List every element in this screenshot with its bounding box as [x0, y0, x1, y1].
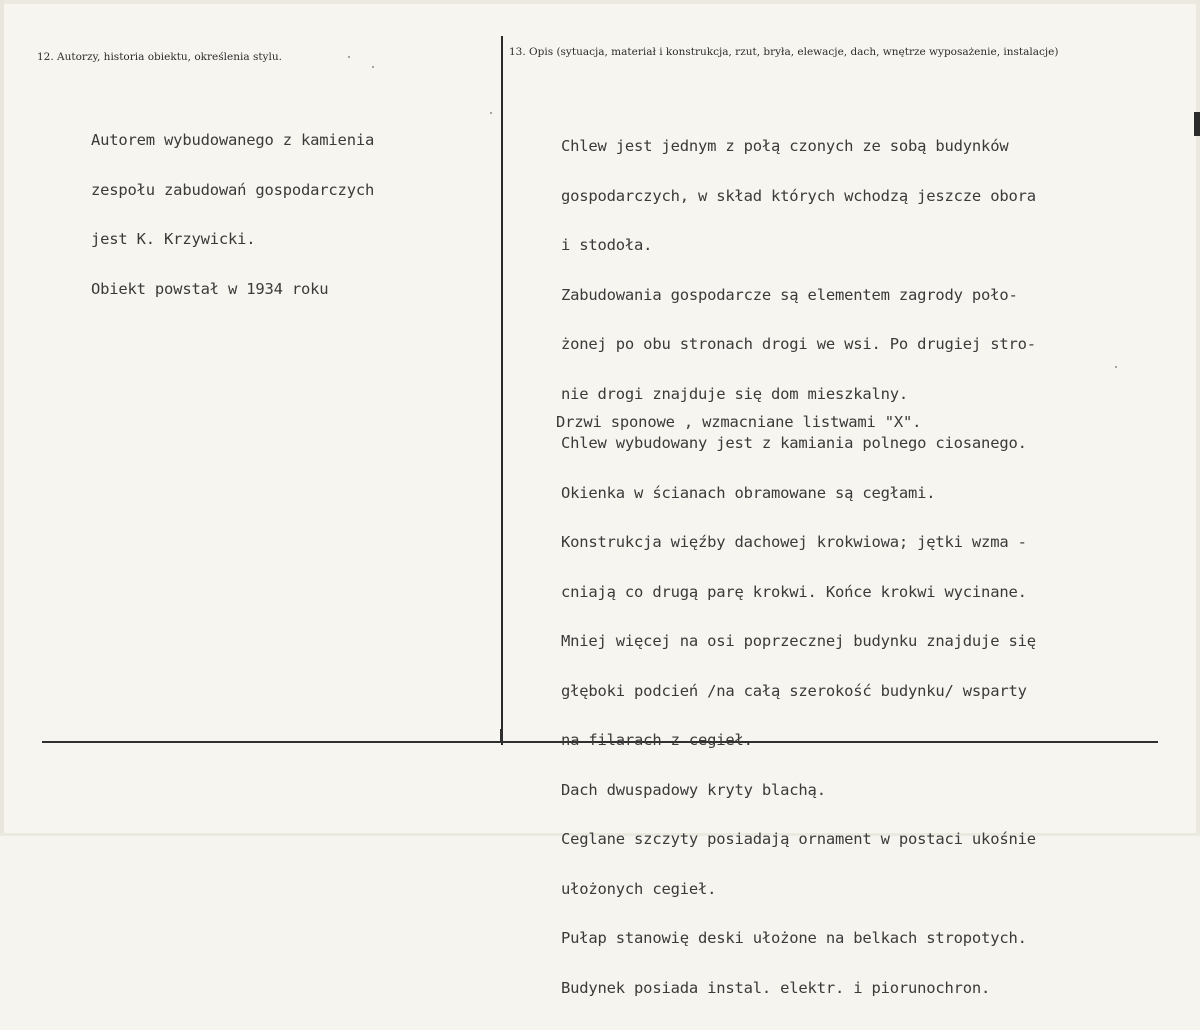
page-edge-left: [0, 0, 4, 836]
paper-speck: [348, 56, 350, 58]
typed-line: cniają co drugą parę krokwi. Końce krokwi wycinane.: [561, 582, 1027, 601]
typed-line: Konstrukcja więźby dachowej krokwiowa; jętki wzma -: [561, 533, 1027, 551]
typed-line: Dach dwuspadowy kryty blachą.: [561, 780, 826, 799]
typed-line: Pułap stanowię deski ułożone na belkach stropotych.: [561, 929, 1027, 947]
paper-speck: [490, 112, 492, 114]
section-13-heading: 13. Opis (sytuacja, materiał i konstrukcja, rzut, bryła, elewacje, dach, wnętrze wyposażenie, instalacje): [509, 46, 1059, 58]
typed-line: Budynek posiada instal. elektr. i piorunochron.: [561, 978, 991, 997]
typed-line: ułożonych cegieł.: [561, 879, 717, 898]
typed-line: jest K. Krzywicki.: [91, 230, 256, 248]
column-divider: [501, 36, 503, 745]
divider-foot-tick: [500, 729, 502, 743]
typed-line: zespołu zabudowań gospodarczych: [91, 180, 375, 199]
typed-line: Autorem wybudowanego z kamienia: [91, 131, 375, 149]
typed-line: Zabudowania gospodarcze są elementem zagrody poło-: [561, 285, 1018, 304]
typed-line: Mniej więcej na osi poprzecznej budynku znajduje się: [561, 632, 1036, 650]
edge-tab-mark: [1194, 112, 1200, 136]
typed-line: Okienka w ścianach obramowane są cegłami.: [561, 483, 936, 502]
typed-line: głęboki podcień /na całą szerokość budynku/ wsparty: [561, 681, 1027, 700]
section-13-typed-text: [561, 105, 1036, 1029]
typed-line: Chlew jest jednym z połą czonych ze sobą budynków: [561, 137, 1009, 155]
typed-line: gospodarczych, w skład których wchodzą jeszcze obora: [561, 186, 1036, 205]
typed-line: Ceglane szczyty posiadają ornament w postaci ukośnie: [561, 830, 1036, 848]
section-12-typed-text: [91, 99, 374, 330]
typed-line: żonej po obu stronach drogi we wsi. Po drugiej stro-: [561, 335, 1036, 353]
typed-line: na filarach z cegieł.: [561, 731, 753, 749]
paper-speck: [1115, 366, 1117, 368]
typed-line: nie drogi znajduje się dom mieszkalny.: [561, 384, 909, 403]
typed-line: Chlew wybudowany jest z kamiania polnego ciosanego.: [561, 434, 1027, 452]
page-edge-top: [0, 0, 1200, 4]
typed-line: i stodoła.: [561, 236, 653, 254]
typed-line: Obiekt powstał w 1934 roku: [91, 279, 329, 298]
section-12-heading: 12. Autorzy, historia obiektu, określenia stylu.: [37, 51, 282, 63]
section-13-last-line: Drzwi sponowe , wzmacniane listwami "X".: [556, 413, 922, 431]
paper-speck: [372, 66, 374, 68]
